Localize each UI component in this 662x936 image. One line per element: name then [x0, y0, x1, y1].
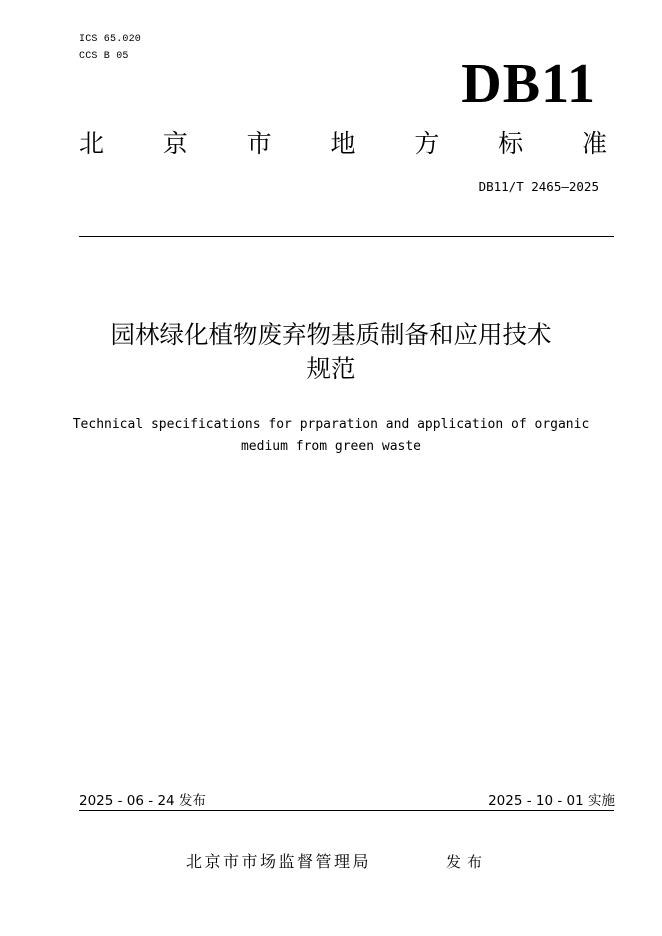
authority-char: 京 [162, 129, 188, 158]
authority-title [79, 128, 607, 160]
ics-code: ICS 65.020 [79, 34, 142, 45]
chinese-title [40, 318, 622, 386]
standard-number: DB11/T 2465—2025 [478, 179, 599, 194]
authority-char: 地 [330, 129, 356, 158]
publisher-name: 北京市市场监督管理局 [186, 852, 372, 871]
authority-char: 北 [79, 129, 105, 158]
authority-char: 方 [414, 129, 440, 158]
english-title-line: medium from green waste [240, 439, 421, 454]
implement-date: 2025 - 10 - 01 实施 [488, 793, 615, 809]
footer-divider [79, 810, 614, 811]
ccs-code: CCS B 05 [79, 51, 129, 62]
authority-char: 标 [498, 129, 524, 158]
chinese-title-line: 规范 [306, 354, 356, 383]
publish-label: 发布 [446, 853, 489, 871]
issue-date: 2025 - 06 - 24 发布 [79, 793, 206, 809]
english-title [40, 414, 622, 458]
header-divider [79, 236, 614, 237]
db11-logo: DB11 [461, 53, 596, 115]
authority-char: 市 [246, 129, 272, 158]
authority-char: 准 [581, 129, 607, 158]
english-title-line: Technical specifications for prparation and application of organic [72, 417, 590, 432]
chinese-title-line: 园林绿化植物废弃物基质制备和应用技术 [110, 320, 552, 349]
